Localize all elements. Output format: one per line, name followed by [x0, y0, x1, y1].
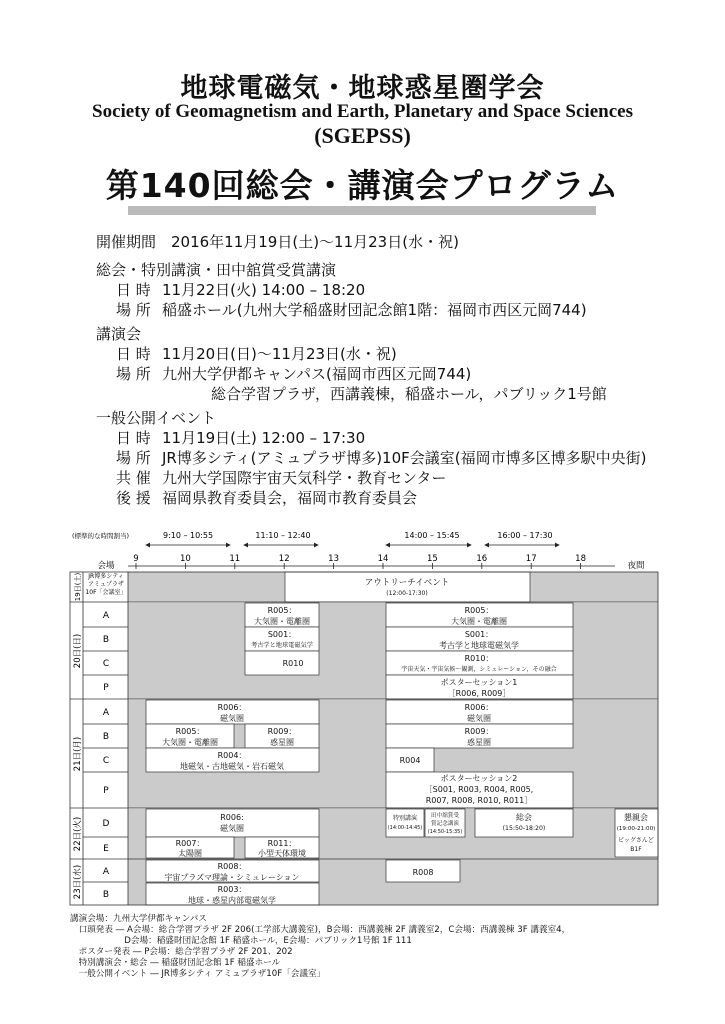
session-text: R008	[412, 868, 434, 877]
session-text: R004：	[217, 751, 247, 760]
jr-venue-line: アミュプラザ	[88, 581, 124, 588]
session-text: 惑星圏	[467, 738, 491, 747]
standard-time-note: (標準的な時間割当)	[72, 532, 130, 540]
session-text: R008：	[217, 862, 247, 871]
society-abbreviation: (SGEPSS)	[314, 123, 411, 148]
footer-line: 一般公開イベント ― JR博多シティ アミュプラザ10F「会議室」	[70, 969, 326, 979]
session-text: R006：	[217, 703, 247, 712]
venue-letter: B	[102, 890, 110, 900]
session-text: R011：	[267, 839, 297, 848]
slot-label: 16:00 – 17:30	[497, 531, 553, 540]
jr-venue-line: 10F「会議室」	[85, 589, 127, 596]
session-text: ［R006, R009］	[447, 689, 511, 698]
session-text: R007, R008, R010, R011］	[425, 796, 533, 805]
session-text: ビッグさんど	[618, 837, 654, 844]
label: 場 所	[116, 301, 151, 319]
hour-label: 11	[229, 554, 241, 564]
label: 場 所	[116, 449, 151, 467]
hour-label: 18	[575, 554, 587, 564]
session-text: 考古学と地球電磁気学	[439, 641, 519, 650]
slot-label: 9:10 – 10:55	[162, 531, 214, 540]
hour-label: 15	[426, 554, 438, 564]
lectures-heading: 講演会	[96, 325, 142, 343]
footer-line: 口頭発表 ― A会場：総合学習プラザ 2F 206(工学部大講義室)，B会場：西講義棟 2F 講義室2，C会場：西講義棟 3F 講義室4，	[70, 925, 571, 935]
slot-label: 14:00 – 15:45	[404, 531, 460, 540]
session-box	[386, 809, 424, 837]
label: 場 所	[116, 365, 151, 383]
session-text: 賞記念講演	[431, 821, 459, 827]
value: 11月22日(火) 14:00 – 18:20	[162, 281, 366, 299]
session-text: 大気圏・電離圏	[254, 617, 310, 626]
venue-letter: E	[103, 844, 109, 854]
footer-line: D会場：稲盛財団記念館 1F 稲盛ホール，E会場：パブリック1号館 1F 111	[70, 936, 412, 946]
session-text: (14:50-15:35)	[427, 829, 463, 835]
session-text: R006：	[464, 703, 494, 712]
session-text: R009：	[267, 727, 297, 736]
meeting-period: 開催期間 2016年11月19日(土)～11月23日(水・祝)	[96, 233, 459, 251]
session-text: R003：	[217, 885, 247, 894]
program-title: 第140回総会・講演会プログラム	[105, 166, 620, 205]
session-text: ポスターセッション2	[440, 774, 518, 783]
venue-letter: A	[102, 611, 110, 621]
session-text: 磁気圏	[220, 714, 244, 723]
session-text: R005：	[267, 606, 297, 615]
footer-line: 講演会場：九州大学伊都キャンパス	[70, 914, 207, 924]
day-label: 20日(日)	[73, 633, 83, 669]
grey-block	[128, 572, 285, 602]
label: 日 時	[116, 281, 151, 299]
label: 共 催	[116, 469, 151, 487]
venue-letter: D	[102, 819, 110, 829]
hour-label: 14	[377, 554, 389, 564]
session-text: R010：	[464, 654, 494, 663]
venue-letter: P	[103, 683, 109, 693]
venue-column-header: 会場	[97, 561, 115, 571]
session-text: 田中舘賞受	[431, 813, 459, 819]
jr-venue-line: JR博多シティ	[88, 573, 124, 580]
session-text: R006:	[220, 813, 244, 822]
plenary-heading: 総会・特別講演・田中舘賞受賞講演	[96, 261, 337, 279]
label: 日 時	[116, 345, 151, 363]
session-text: (19:00-21:00)	[616, 826, 656, 832]
hour-label: 13	[328, 554, 340, 564]
session-text: R010	[282, 659, 304, 668]
session-text: ポスターセッション1	[440, 678, 518, 687]
venue-letter: A	[102, 867, 110, 877]
venue-letter: P	[103, 786, 109, 796]
outreach-title: アウトリーチイベント	[364, 578, 450, 588]
session-text: B1F	[630, 846, 642, 853]
evening-header: 夜間	[627, 561, 645, 571]
society-title-jp: 地球電磁気・地球惑星圏学会	[180, 73, 545, 104]
slot-label: 11:10 – 12:40	[255, 531, 311, 540]
session-text: R009：	[464, 727, 494, 736]
hour-label: 10	[179, 554, 191, 564]
day-label: 21日(月)	[73, 736, 83, 772]
session-text: S001：	[267, 630, 297, 639]
value: 福岡県教育委員会，福岡市教育委員会	[162, 489, 418, 507]
session-text: 小型天体環境	[258, 849, 306, 858]
session-text: R007：	[175, 839, 205, 848]
session-text: 宇宙天気・宇宙気候～観測，シミュレーション，その融合	[401, 666, 557, 673]
value: 九州大学国際宇宙天気科学・教育センター	[162, 469, 447, 487]
session-text: 地磁気・古地磁気・岩石磁気	[180, 762, 284, 771]
venue-letter: C	[102, 659, 110, 669]
day-labels	[72, 573, 83, 900]
public-event-heading: 一般公開イベント	[96, 409, 217, 427]
value: JR博多シティ(アミュプラザ博多)10F会議室(福岡市博多区博多駅中央街)	[162, 449, 647, 467]
session-text: (14:00-14:45)	[387, 825, 423, 831]
grey-block	[530, 572, 658, 602]
day-label: 22日(火)	[73, 816, 83, 852]
footer-line: ポスター発表 ― P会場：総合学習プラザ 2F 201、202	[70, 947, 293, 957]
session-text: 懇親会	[624, 813, 648, 822]
session-text: 大気圏・電離圏	[451, 617, 507, 626]
value: 11月20日(日)～11月23日(水・祝)	[162, 345, 397, 363]
session-text: 磁気圏	[220, 824, 244, 833]
session-text: 太陽圏	[178, 849, 202, 858]
session-text: R004	[399, 756, 421, 765]
value: 九州大学伊都キャンパス(福岡市西区元岡744)	[162, 365, 472, 383]
session-text: 大気圏・電離圏	[162, 738, 218, 747]
session-text: 宇宙プラズマ理論・シミュレーション	[164, 873, 300, 882]
footer-line: 特別講演会・総会 ― 稲盛財団記念館 1F 稲盛ホール	[70, 958, 281, 968]
value: 11月19日(土) 12:00 – 17:30	[162, 429, 366, 447]
session-text: ［S001, R003, R004, R005,	[424, 785, 534, 794]
value: 稲盛ホール(九州大学稲盛財団記念館1階：福岡市西区元岡744)	[162, 301, 587, 319]
day-label: 19日(土)	[74, 572, 82, 602]
session-text: R005：	[175, 727, 205, 736]
lectures-buildings: 総合学習プラザ，西講義棟，稲盛ホール，パブリック1号館	[211, 385, 607, 403]
session-text: 特別講演	[392, 815, 418, 822]
session-text: R005：	[464, 606, 494, 615]
hour-labels	[133, 554, 586, 564]
venue-letter: C	[102, 756, 110, 766]
session-text: S001：	[464, 630, 494, 639]
day-label: 23日(水)	[73, 864, 83, 900]
society-title-en: Society of Geomagnetism and Earth, Planetary and Space Sciences	[92, 101, 633, 122]
session-text: 考古学と地球電磁気学	[251, 642, 313, 649]
venue-letter: B	[102, 635, 110, 645]
label: 日 時	[116, 429, 151, 447]
session-text: 惑星圏	[270, 738, 294, 747]
session-text: (15:50-18:20)	[502, 825, 546, 832]
label: 後 援	[116, 489, 151, 507]
session-text: 磁気圏	[467, 714, 491, 723]
venue-letter: A	[102, 708, 110, 718]
hour-label: 16	[476, 554, 488, 564]
hour-label: 9	[133, 554, 139, 564]
outreach-time: (12:00-17:30)	[386, 590, 428, 597]
session-text: 地球・惑星内部電磁気学	[188, 896, 276, 905]
hour-label: 12	[278, 554, 290, 564]
session-text: 総会	[516, 813, 532, 822]
venue-letter: B	[102, 732, 110, 742]
hour-label: 17	[525, 554, 537, 564]
venue-letters	[85, 572, 126, 900]
